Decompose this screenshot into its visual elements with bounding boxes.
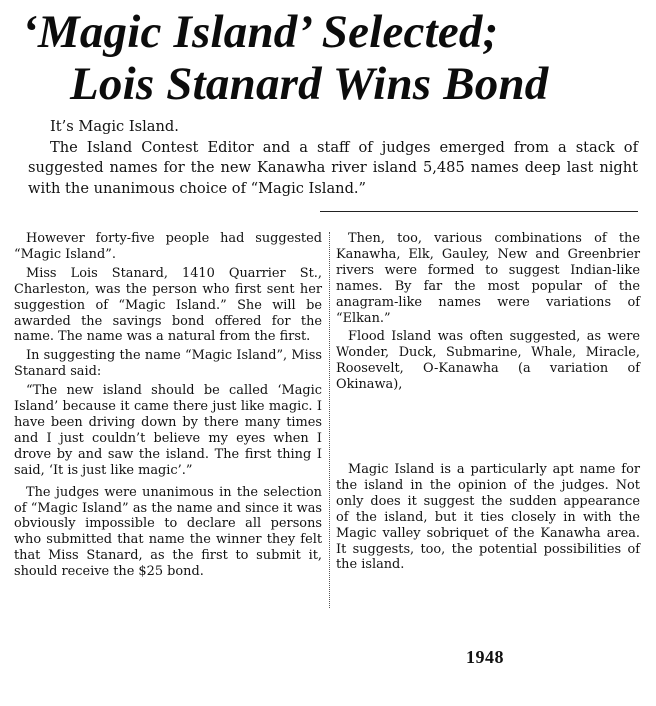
section-rule (320, 211, 638, 212)
left-paragraph-5: The judges were unanimous in the selection of “Magic Island” as the name and since it was obviously impossible to declare all persons who submitted that name the winner they felt that Miss Stanard, as the first to submit it, should receive the $25 bond. (14, 484, 322, 580)
left-paragraph-1: However forty-five people had suggested “Magic Island”. (14, 231, 322, 262)
left-paragraph-3: In suggesting the name “Magic Island”, Miss Stanard said: (14, 348, 322, 380)
lead-paragraphs (28, 117, 638, 199)
right-paragraph-2: Flood Island was often suggested, as were Wonder, Duck, Submarine, Whale, Miracle, Roosevelt, O-Kanawha (a variation of Okinawa), (336, 329, 640, 393)
right-paragraph-1: Then, too, various combinations of the Kanawha, Elk, Gauley, New and Greenbrier rivers were formed to suggest Indian-like names. By far the most popular of the anagram-like names were variations of “Elkan.” (336, 231, 640, 326)
left-paragraph-4: “The new island should be called ‘Magic Island’ because it came there just like magic. I have been driving down by there many times and I just couldn’t believe my eyes when I drove by and saw the island. The first thing I said, ‘It is just like magic’.” (14, 383, 322, 478)
right-paragraph-3: Magic Island is a particularly apt name for the island in the opinion of the judges. Not only does it suggest the sudden appearance of the island, but it ties closely in with the Magic valley sobriquet of the Kanawha area. It suggests, too, the potential possibilities of the island. (336, 462, 640, 573)
lead-paragraph-2: The Island Contest Editor and a staff of judges emerged from a stack of suggested names for the new Kanawha river island 5,485 names deep last night with the unanimous choice of “Magic Island.” (28, 138, 638, 197)
column-divider (329, 232, 330, 608)
left-paragraph-2: Miss Lois Stanard, 1410 Quarrier St., Charleston, was the person who first sent her suggestion of “Magic Island.” She will be awarded the savings bond offered for the name. The name was a natural from the first. (14, 265, 322, 345)
left-column (14, 231, 322, 583)
lead-paragraph-1: It’s Magic Island. (50, 118, 179, 135)
headline-line-2: Lois Stanard Wins Bond (70, 58, 549, 110)
right-column (336, 231, 640, 573)
year-annotation: 1948 (466, 647, 504, 667)
headline-line-1: ‘Magic Island’ Selected; (22, 6, 499, 58)
